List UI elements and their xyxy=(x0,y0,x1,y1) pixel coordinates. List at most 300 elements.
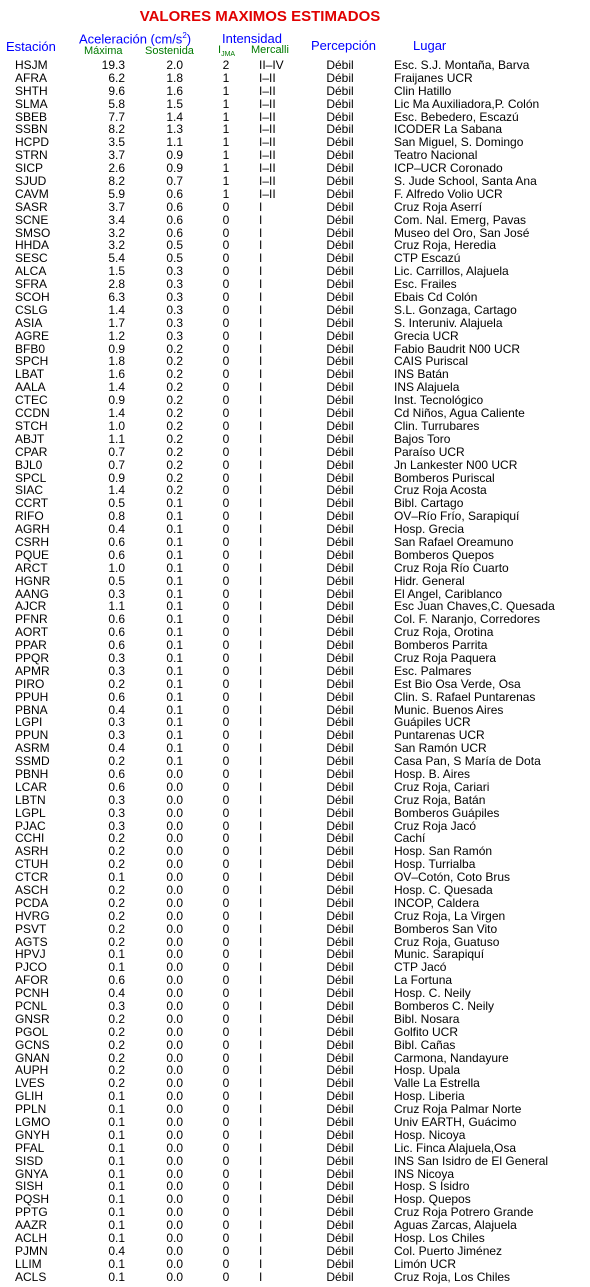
max-acceleration: 19.3 xyxy=(101,58,125,72)
location: Golfito UCR xyxy=(394,1024,459,1039)
mercalli-intensity: I xyxy=(259,290,263,305)
location: S. Jude School, Santa Ana xyxy=(394,174,537,189)
ijma-intensity: 0 xyxy=(222,818,230,833)
station-code: PPUN xyxy=(15,728,49,743)
station-code: SBEB xyxy=(15,109,48,124)
mercalli-intensity: I–II xyxy=(259,96,276,111)
table-row xyxy=(0,72,590,85)
sustained-acceleration: 0.0 xyxy=(166,779,183,794)
mercalli-intensity: I xyxy=(259,1140,263,1155)
station-code: ASRH xyxy=(15,844,49,859)
mercalli-intensity: I xyxy=(259,522,263,537)
table-row xyxy=(0,1180,590,1193)
sustained-acceleration: 0.6 xyxy=(166,186,183,201)
ijma-intensity: 0 xyxy=(222,805,230,820)
location: Guápiles UCR xyxy=(394,715,471,730)
sustained-acceleration: 0.2 xyxy=(166,444,183,459)
mercalli-intensity: I xyxy=(259,1063,263,1078)
sustained-acceleration: 0.0 xyxy=(166,1256,183,1271)
max-acceleration: 0.6 xyxy=(108,779,125,794)
sustained-acceleration: 0.0 xyxy=(166,870,183,885)
mercalli-intensity: I xyxy=(259,380,263,395)
max-acceleration: 0.6 xyxy=(108,638,125,653)
perception: Débil xyxy=(326,161,354,176)
table-row xyxy=(0,1232,590,1245)
mercalli-intensity: I xyxy=(259,1243,263,1258)
max-acceleration: 0.3 xyxy=(108,792,125,807)
perception: Débil xyxy=(326,1127,354,1142)
ijma-intensity: 0 xyxy=(222,444,230,459)
sustained-acceleration: 1.8 xyxy=(166,70,183,85)
perception: Débil xyxy=(326,534,354,549)
sustained-acceleration: 0.3 xyxy=(166,328,183,343)
ijma-intensity: 0 xyxy=(222,406,230,421)
perception: Débil xyxy=(326,766,354,781)
ijma-intensity: 0 xyxy=(222,844,230,859)
table-row xyxy=(0,446,590,459)
mercalli-intensity: I xyxy=(259,702,263,717)
perception: Débil xyxy=(326,973,354,988)
mercalli-intensity: II–IV xyxy=(259,58,284,72)
perception: Débil xyxy=(326,457,354,472)
table-row xyxy=(0,227,590,240)
max-acceleration: 0.7 xyxy=(108,457,125,472)
sustained-acceleration: 0.0 xyxy=(166,895,183,910)
station-code: HPVJ xyxy=(15,947,46,962)
header-ijma xyxy=(218,44,235,58)
ijma-intensity: 0 xyxy=(222,895,230,910)
station-code: AFOR xyxy=(15,973,49,988)
perception: Débil xyxy=(326,509,354,524)
table-row xyxy=(0,613,590,626)
station-code: PBNA xyxy=(15,702,48,717)
ijma-intensity: 0 xyxy=(222,277,230,292)
mercalli-intensity: I xyxy=(259,277,263,292)
mercalli-intensity: I xyxy=(259,870,263,885)
location: Munic. Buenos Aires xyxy=(394,702,504,717)
ijma-intensity: 0 xyxy=(222,612,230,627)
station-code: PFNR xyxy=(15,612,48,627)
station-code: ACLH xyxy=(15,1231,48,1246)
table-row xyxy=(0,678,590,691)
mercalli-intensity: I xyxy=(259,560,263,575)
table-row xyxy=(0,407,590,420)
max-acceleration: 0.9 xyxy=(108,341,125,356)
max-acceleration: 0.1 xyxy=(108,1153,125,1168)
sustained-acceleration: 1.5 xyxy=(166,96,183,111)
station-code: PBNH xyxy=(15,766,49,781)
ijma-intensity: 0 xyxy=(222,367,230,382)
station-code: ALCA xyxy=(15,264,47,279)
table-row xyxy=(0,1077,590,1090)
mercalli-intensity: I xyxy=(259,1166,263,1181)
perception: Débil xyxy=(326,225,354,240)
mercalli-intensity: I–II xyxy=(259,122,276,137)
station-code: PCNH xyxy=(15,986,50,1001)
perception: Débil xyxy=(326,1153,354,1168)
perception: Débil xyxy=(326,1102,354,1117)
sustained-acceleration: 0.6 xyxy=(166,199,183,214)
perception: Débil xyxy=(326,715,354,730)
max-acceleration: 5.9 xyxy=(108,186,125,201)
table-row xyxy=(0,136,590,149)
sustained-acceleration: 0.0 xyxy=(166,1102,183,1117)
ijma-intensity: 0 xyxy=(222,625,230,640)
location: Museo del Oro, San José xyxy=(394,225,530,240)
max-acceleration: 0.9 xyxy=(108,470,125,485)
mercalli-intensity: I xyxy=(259,1179,263,1194)
max-acceleration: 1.8 xyxy=(108,354,125,369)
max-acceleration: 0.1 xyxy=(108,1256,125,1271)
max-acceleration: 0.5 xyxy=(108,496,125,511)
ijma-intensity: 0 xyxy=(222,947,230,962)
max-acceleration: 0.4 xyxy=(108,1243,125,1258)
mercalli-intensity: I xyxy=(259,792,263,807)
station-code: GCNS xyxy=(15,1037,50,1052)
max-acceleration: 0.1 xyxy=(108,960,125,975)
mercalli-intensity: I xyxy=(259,1089,263,1104)
mercalli-intensity: I xyxy=(259,431,263,446)
perception: Débil xyxy=(326,625,354,640)
perception: Débil xyxy=(326,431,354,446)
max-acceleration: 0.3 xyxy=(108,663,125,678)
max-acceleration: 0.1 xyxy=(108,1166,125,1181)
ijma-intensity: 0 xyxy=(222,393,230,408)
mercalli-intensity: I xyxy=(259,741,263,756)
header-maxima: Máxima xyxy=(84,45,123,57)
perception: Débil xyxy=(326,367,354,382)
mercalli-intensity: I xyxy=(259,212,263,227)
station-code: PJMN xyxy=(15,1243,48,1258)
table-row xyxy=(0,768,590,781)
ijma-intensity: 0 xyxy=(222,483,230,498)
mercalli-intensity: I xyxy=(259,676,263,691)
ijma-intensity: 0 xyxy=(222,251,230,266)
header-lugar: Lugar xyxy=(413,38,447,53)
sustained-acceleration: 0.6 xyxy=(166,212,183,227)
station-code: SPCL xyxy=(15,470,47,485)
sustained-acceleration: 1.1 xyxy=(166,135,183,150)
location: Bomberos San Vito xyxy=(394,921,498,936)
table-row xyxy=(0,923,590,936)
sustained-acceleration: 0.3 xyxy=(166,290,183,305)
table-row xyxy=(0,175,590,188)
mercalli-intensity: I–II xyxy=(259,135,276,150)
mercalli-intensity: I–II xyxy=(259,83,276,98)
perception: Débil xyxy=(326,1076,354,1091)
header-aceleracion-exponent: 2 xyxy=(182,31,187,40)
perception: Débil xyxy=(326,212,354,227)
sustained-acceleration: 0.1 xyxy=(166,509,183,524)
max-acceleration: 0.5 xyxy=(108,573,125,588)
station-code: PJCO xyxy=(15,960,48,975)
location: Cruz Roja, Heredia xyxy=(394,238,497,253)
location: Esc. Bebedero, Escazú xyxy=(394,109,519,124)
location: San Ramón UCR xyxy=(394,741,487,756)
location: San Miguel, S. Domingo xyxy=(394,135,524,150)
perception: Débil xyxy=(326,741,354,756)
table-row xyxy=(0,626,590,639)
table-row xyxy=(0,85,590,98)
location: Bomberos Quepos xyxy=(394,547,495,562)
station-code: SPCH xyxy=(15,354,49,369)
mercalli-intensity: I xyxy=(259,934,263,949)
max-acceleration: 3.4 xyxy=(108,212,125,227)
location: Col. Puerto Jiménez xyxy=(394,1243,503,1258)
ijma-intensity: 0 xyxy=(222,1089,230,1104)
mercalli-intensity: I xyxy=(259,857,263,872)
location: Hosp. Nicoya xyxy=(394,1127,466,1142)
max-acceleration: 1.6 xyxy=(108,367,125,382)
station-code: LBTN xyxy=(15,792,46,807)
sustained-acceleration: 0.0 xyxy=(166,805,183,820)
sustained-acceleration: 0.9 xyxy=(166,161,183,176)
station-code: LGPI xyxy=(15,715,43,730)
max-acceleration: 3.5 xyxy=(108,135,125,150)
mercalli-intensity: I xyxy=(259,225,263,240)
station-code: GLIH xyxy=(15,1089,44,1104)
table-row xyxy=(0,239,590,252)
location: Hosp. Quepos xyxy=(394,1192,471,1207)
station-code: SCNE xyxy=(15,212,49,227)
ijma-intensity: 0 xyxy=(222,1127,230,1142)
ijma-intensity: 0 xyxy=(222,1218,230,1233)
max-acceleration: 0.2 xyxy=(108,831,125,846)
location: Hosp. C. Quesada xyxy=(394,883,493,897)
ijma-intensity: 1 xyxy=(222,70,230,85)
mercalli-intensity: I xyxy=(259,715,263,730)
location: Esc. S.J. Montaña, Barva xyxy=(394,58,530,72)
ijma-intensity: 0 xyxy=(222,341,230,356)
mercalli-intensity: I–II xyxy=(259,109,276,124)
perception: Débil xyxy=(326,1166,354,1181)
location: Bomberos Puriscal xyxy=(394,470,495,485)
mercalli-intensity: I xyxy=(259,754,263,769)
ijma-intensity: 1 xyxy=(222,122,230,137)
max-acceleration: 3.2 xyxy=(108,238,125,253)
max-acceleration: 1.2 xyxy=(108,328,125,343)
perception: Débil xyxy=(326,251,354,266)
mercalli-intensity: I xyxy=(259,1231,263,1246)
mercalli-intensity: I xyxy=(259,251,263,266)
station-code: RIFO xyxy=(15,509,44,524)
mercalli-intensity: I xyxy=(259,638,263,653)
location: Cruz Roja, Los Chiles xyxy=(394,1269,511,1284)
location: Cruz Roja Aserrí xyxy=(394,199,483,214)
location: Hosp. C. Neily xyxy=(394,986,471,1001)
perception: Débil xyxy=(326,650,354,665)
perception: Débil xyxy=(326,1037,354,1052)
sustained-acceleration: 0.2 xyxy=(166,380,183,395)
sustained-acceleration: 0.0 xyxy=(166,1179,183,1194)
station-code: PPUH xyxy=(15,689,49,704)
station-code: AGRH xyxy=(15,522,50,537)
ijma-intensity: 0 xyxy=(222,534,230,549)
ijma-intensity: 0 xyxy=(222,1153,230,1168)
sustained-acceleration: 0.2 xyxy=(166,431,183,446)
station-code: CTCR xyxy=(15,870,49,885)
max-acceleration: 0.1 xyxy=(108,1115,125,1130)
location: Bomberos C. Neily xyxy=(394,999,495,1014)
max-acceleration: 0.6 xyxy=(108,689,125,704)
sustained-acceleration: 0.0 xyxy=(166,883,183,897)
ijma-intensity: 0 xyxy=(222,650,230,665)
sustained-acceleration: 0.0 xyxy=(166,960,183,975)
table-row xyxy=(0,884,590,897)
station-code: ACLS xyxy=(15,1269,47,1284)
sustained-acceleration: 1.6 xyxy=(166,83,183,98)
max-acceleration: 0.6 xyxy=(108,547,125,562)
station-code: LVES xyxy=(15,1076,45,1091)
perception: Débil xyxy=(326,1205,354,1220)
table-row xyxy=(0,897,590,910)
perception: Débil xyxy=(326,199,354,214)
station-code: SCOH xyxy=(15,290,50,305)
sustained-acceleration: 0.0 xyxy=(166,1024,183,1039)
table-row xyxy=(0,961,590,974)
mercalli-intensity: I xyxy=(259,264,263,279)
max-acceleration: 0.3 xyxy=(108,818,125,833)
perception: Débil xyxy=(326,1115,354,1130)
ijma-intensity: 0 xyxy=(222,766,230,781)
station-code: ASIA xyxy=(15,315,43,330)
mercalli-intensity: I xyxy=(259,238,263,253)
perception: Débil xyxy=(326,754,354,769)
perception: Débil xyxy=(326,999,354,1014)
table-row xyxy=(0,1064,590,1077)
sustained-acceleration: 0.1 xyxy=(166,663,183,678)
station-code: BFB0 xyxy=(15,341,46,356)
header-sostenida: Sostenida xyxy=(145,45,194,57)
ijma-intensity: 0 xyxy=(222,883,230,897)
location: Jn Lankester N00 UCR xyxy=(394,457,518,472)
sustained-acceleration: 0.0 xyxy=(166,1205,183,1220)
max-acceleration: 0.1 xyxy=(108,1089,125,1104)
max-acceleration: 0.1 xyxy=(108,947,125,962)
perception: Débil xyxy=(326,547,354,562)
max-acceleration: 0.2 xyxy=(108,1050,125,1065)
max-acceleration: 0.2 xyxy=(108,1037,125,1052)
table-row xyxy=(0,433,590,446)
table-row xyxy=(0,536,590,549)
sustained-acceleration: 0.0 xyxy=(166,1218,183,1233)
perception: Débil xyxy=(326,1269,354,1284)
station-code: SFRA xyxy=(15,277,48,292)
table-row xyxy=(0,639,590,652)
perception: Débil xyxy=(326,1256,354,1271)
perception: Débil xyxy=(326,586,354,601)
table-row xyxy=(0,201,590,214)
table-row xyxy=(0,1039,590,1052)
location: Com. Nal. Emerg, Pavas xyxy=(394,212,527,227)
sustained-acceleration: 0.0 xyxy=(166,999,183,1014)
ijma-intensity: 0 xyxy=(222,431,230,446)
mercalli-intensity: I xyxy=(259,883,263,897)
perception: Débil xyxy=(326,792,354,807)
sustained-acceleration: 0.0 xyxy=(166,1037,183,1052)
max-acceleration: 0.2 xyxy=(108,676,125,691)
perception: Débil xyxy=(326,277,354,292)
location: Esc Juan Chaves,C. Quesada xyxy=(394,599,555,614)
station-code: PJAC xyxy=(15,818,46,833)
station-code: SJUD xyxy=(15,174,47,189)
ijma-intensity: 0 xyxy=(222,1231,230,1246)
sustained-acceleration: 0.1 xyxy=(166,573,183,588)
perception: Débil xyxy=(326,470,354,485)
ijma-intensity: 1 xyxy=(222,186,230,201)
location: INS Nicoya xyxy=(394,1166,455,1181)
ijma-intensity: 0 xyxy=(222,586,230,601)
max-acceleration: 8.2 xyxy=(108,174,125,189)
ijma-intensity: 0 xyxy=(222,238,230,253)
mercalli-intensity: I xyxy=(259,650,263,665)
mercalli-intensity: I–II xyxy=(259,148,276,163)
sustained-acceleration: 0.0 xyxy=(166,1166,183,1181)
mercalli-intensity: I xyxy=(259,999,263,1014)
ijma-intensity: 0 xyxy=(222,870,230,885)
mercalli-intensity: I xyxy=(259,947,263,962)
mercalli-intensity: I xyxy=(259,728,263,743)
sustained-acceleration: 0.1 xyxy=(166,741,183,756)
location: Cruz Roja, Batán xyxy=(394,792,486,807)
table-row xyxy=(0,459,590,472)
sustained-acceleration: 0.0 xyxy=(166,1231,183,1246)
location: S.L. Gonzaga, Cartago xyxy=(394,302,517,317)
max-acceleration: 0.2 xyxy=(108,1011,125,1026)
perception: Débil xyxy=(326,290,354,305)
station-code: CPAR xyxy=(15,444,48,459)
header-percepcion: Percepción xyxy=(311,38,377,53)
perception: Débil xyxy=(326,934,354,949)
mercalli-intensity: I xyxy=(259,844,263,859)
mercalli-intensity: I xyxy=(259,663,263,678)
sustained-acceleration: 0.1 xyxy=(166,650,183,665)
location: Fraijanes UCR xyxy=(394,70,473,85)
station-code: PGOL xyxy=(15,1024,49,1039)
mercalli-intensity: I xyxy=(259,547,263,562)
ijma-intensity: 0 xyxy=(222,1011,230,1026)
mercalli-intensity: I xyxy=(259,418,263,433)
ijma-intensity: 1 xyxy=(222,161,230,176)
mercalli-intensity: I xyxy=(259,1153,263,1168)
mercalli-intensity: I xyxy=(259,766,263,781)
station-code: CCRT xyxy=(15,496,49,511)
perception: Débil xyxy=(326,960,354,975)
table-row xyxy=(0,1271,590,1284)
station-code: AAZR xyxy=(15,1218,48,1233)
perception: Débil xyxy=(326,702,354,717)
location: Cachí xyxy=(394,831,426,846)
sustained-acceleration: 0.1 xyxy=(166,702,183,717)
station-code: CSRH xyxy=(15,534,50,549)
location: Cruz Roja Palmar Norte xyxy=(394,1102,522,1117)
station-code: HVRG xyxy=(15,908,50,923)
station-code: PQSH xyxy=(15,1192,50,1207)
location: Cd Niños, Agua Caliente xyxy=(394,406,525,421)
ijma-intensity: 0 xyxy=(222,1050,230,1065)
perception: Débil xyxy=(326,1140,354,1155)
table-row xyxy=(0,343,590,356)
perception: Débil xyxy=(326,496,354,511)
location: Hidr. General xyxy=(394,573,465,588)
station-code: ASCH xyxy=(15,883,49,897)
location: Bajos Toro xyxy=(394,431,451,446)
max-acceleration: 0.4 xyxy=(108,522,125,537)
mercalli-intensity: I xyxy=(259,573,263,588)
station-code: CTEC xyxy=(15,393,48,408)
max-acceleration: 1.4 xyxy=(108,302,125,317)
sustained-acceleration: 0.2 xyxy=(166,470,183,485)
